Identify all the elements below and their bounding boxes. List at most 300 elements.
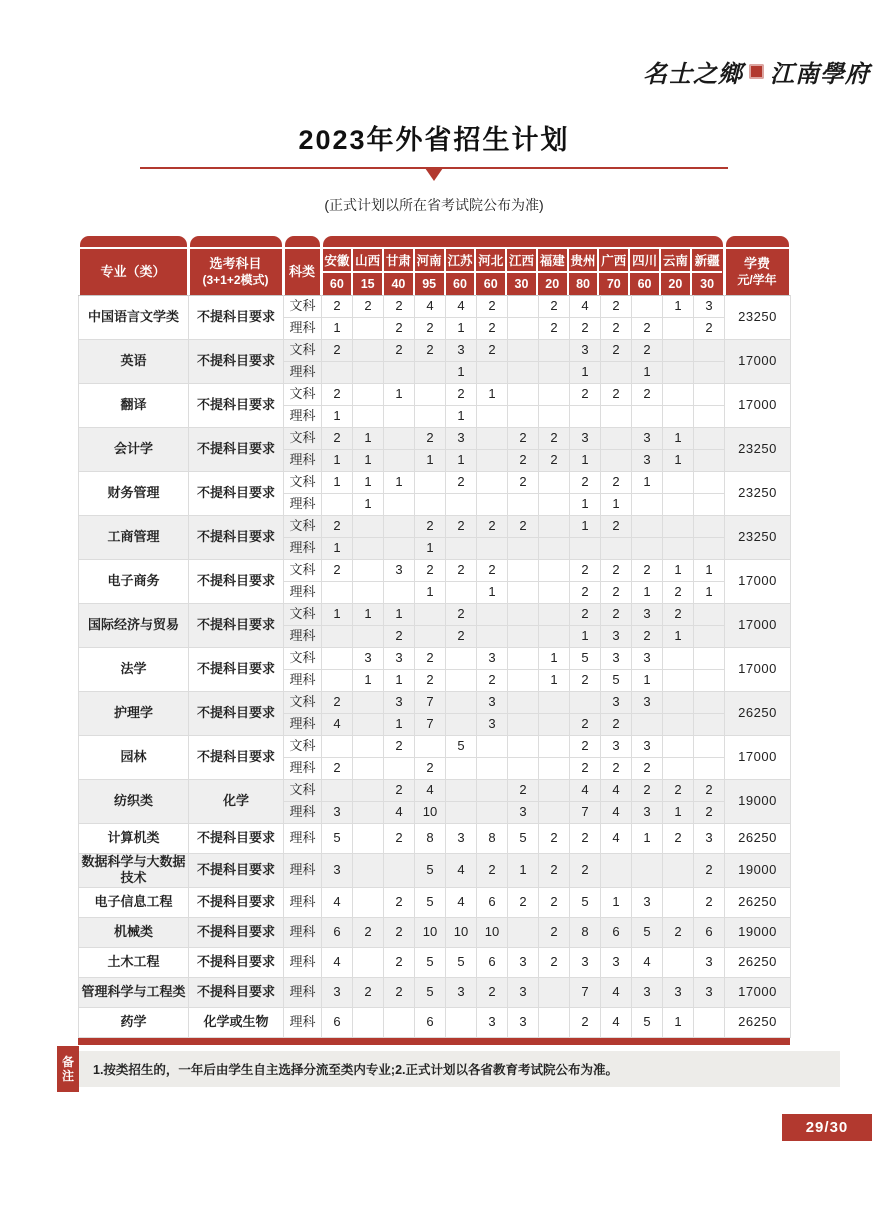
province-quota: 20 bbox=[668, 277, 683, 291]
value-cell: 5 bbox=[415, 854, 446, 888]
value-cell: 2 bbox=[694, 318, 725, 340]
value-cell bbox=[384, 428, 415, 450]
value-cell: 1 bbox=[446, 450, 477, 472]
subjects-cell: 不提科目要求 bbox=[189, 296, 284, 340]
value-cell: 3 bbox=[477, 1007, 508, 1037]
fee-cell: 17000 bbox=[725, 384, 791, 428]
table-row bbox=[79, 887, 791, 917]
category-cell: 文科 bbox=[284, 428, 322, 450]
value-cell: 3 bbox=[632, 977, 663, 1007]
fee-cell: 26250 bbox=[725, 824, 791, 854]
value-cell bbox=[353, 824, 384, 854]
value-cell: 2 bbox=[415, 318, 446, 340]
value-cell: 3 bbox=[322, 854, 353, 888]
value-cell bbox=[694, 538, 725, 560]
value-cell bbox=[663, 758, 694, 780]
subjects-cell: 化学 bbox=[189, 780, 284, 824]
value-cell: 4 bbox=[570, 296, 601, 318]
value-cell: 2 bbox=[384, 318, 415, 340]
value-cell bbox=[477, 538, 508, 560]
value-cell: 7 bbox=[415, 714, 446, 736]
value-cell bbox=[663, 384, 694, 406]
value-cell bbox=[384, 758, 415, 780]
value-cell bbox=[663, 692, 694, 714]
value-cell: 2 bbox=[446, 626, 477, 648]
value-cell: 2 bbox=[384, 296, 415, 318]
value-cell bbox=[353, 1007, 384, 1037]
fee-cell: 19000 bbox=[725, 917, 791, 947]
value-cell bbox=[601, 854, 632, 888]
value-cell: 6 bbox=[694, 917, 725, 947]
value-cell: 3 bbox=[353, 648, 384, 670]
value-cell bbox=[322, 626, 353, 648]
value-cell: 2 bbox=[570, 604, 601, 626]
table-row bbox=[79, 296, 791, 318]
value-cell: 1 bbox=[632, 670, 663, 692]
value-cell: 3 bbox=[601, 736, 632, 758]
value-cell: 1 bbox=[446, 318, 477, 340]
value-cell bbox=[570, 692, 601, 714]
value-cell: 1 bbox=[353, 428, 384, 450]
value-cell: 2 bbox=[539, 318, 570, 340]
value-cell: 10 bbox=[415, 802, 446, 824]
major-cell: 数据科学与大数据技术 bbox=[79, 854, 189, 888]
fee-cell: 17000 bbox=[725, 560, 791, 604]
value-cell: 2 bbox=[322, 428, 353, 450]
value-cell bbox=[508, 648, 539, 670]
subjects-cell: 不提科目要求 bbox=[189, 604, 284, 648]
value-cell bbox=[322, 648, 353, 670]
province-name: 福建 bbox=[538, 249, 567, 273]
value-cell: 5 bbox=[415, 947, 446, 977]
value-cell bbox=[353, 318, 384, 340]
header-province bbox=[384, 249, 415, 295]
value-cell: 10 bbox=[415, 917, 446, 947]
value-cell: 2 bbox=[570, 318, 601, 340]
value-cell bbox=[663, 494, 694, 516]
value-cell bbox=[384, 538, 415, 560]
value-cell bbox=[663, 340, 694, 362]
value-cell: 3 bbox=[632, 450, 663, 472]
value-cell: 2 bbox=[384, 736, 415, 758]
value-cell: 2 bbox=[570, 560, 601, 582]
table-row bbox=[79, 780, 791, 802]
value-cell bbox=[353, 714, 384, 736]
value-cell bbox=[663, 714, 694, 736]
value-cell: 3 bbox=[601, 947, 632, 977]
major-cell: 财务管理 bbox=[79, 472, 189, 516]
value-cell bbox=[694, 692, 725, 714]
value-cell bbox=[539, 384, 570, 406]
value-cell: 1 bbox=[632, 582, 663, 604]
value-cell: 2 bbox=[601, 384, 632, 406]
major-cell: 英语 bbox=[79, 340, 189, 384]
value-cell: 10 bbox=[477, 917, 508, 947]
value-cell: 2 bbox=[477, 296, 508, 318]
category-cell: 理科 bbox=[284, 947, 322, 977]
value-cell: 6 bbox=[322, 1007, 353, 1037]
value-cell: 1 bbox=[570, 626, 601, 648]
value-cell: 3 bbox=[508, 977, 539, 1007]
province-name: 广西 bbox=[599, 249, 628, 273]
header-province bbox=[692, 249, 723, 295]
value-cell: 2 bbox=[508, 887, 539, 917]
value-cell: 1 bbox=[353, 450, 384, 472]
value-cell: 5 bbox=[632, 1007, 663, 1037]
value-cell bbox=[415, 736, 446, 758]
value-cell bbox=[601, 428, 632, 450]
value-cell bbox=[694, 1007, 725, 1037]
table-row bbox=[79, 854, 791, 888]
value-cell: 2 bbox=[415, 428, 446, 450]
value-cell: 3 bbox=[508, 947, 539, 977]
value-cell bbox=[508, 340, 539, 362]
value-cell: 2 bbox=[663, 824, 694, 854]
value-cell: 2 bbox=[601, 296, 632, 318]
value-cell: 4 bbox=[601, 1007, 632, 1037]
remark-text: 1.按类招生的，一年后由学生自主选择分流至类内专业;2.正式计划以各省教育考试院公布为准。 bbox=[79, 1051, 840, 1087]
value-cell: 1 bbox=[663, 560, 694, 582]
value-cell bbox=[632, 296, 663, 318]
category-cell: 理科 bbox=[284, 318, 322, 340]
value-cell: 2 bbox=[508, 780, 539, 802]
value-cell bbox=[694, 472, 725, 494]
value-cell: 1 bbox=[322, 450, 353, 472]
value-cell: 3 bbox=[632, 692, 663, 714]
value-cell: 3 bbox=[632, 648, 663, 670]
logo-text-right: 江南學府 bbox=[770, 59, 870, 88]
province-quota: 60 bbox=[329, 277, 344, 291]
value-cell bbox=[353, 362, 384, 384]
value-cell bbox=[694, 428, 725, 450]
province-name: 江西 bbox=[507, 249, 536, 273]
value-cell: 2 bbox=[632, 340, 663, 362]
value-cell: 1 bbox=[322, 472, 353, 494]
value-cell: 2 bbox=[663, 582, 694, 604]
value-cell: 5 bbox=[415, 887, 446, 917]
value-cell: 2 bbox=[632, 318, 663, 340]
value-cell: 2 bbox=[632, 560, 663, 582]
value-cell: 2 bbox=[539, 450, 570, 472]
value-cell: 6 bbox=[477, 947, 508, 977]
value-cell bbox=[694, 450, 725, 472]
value-cell: 1 bbox=[384, 472, 415, 494]
value-cell: 2 bbox=[601, 472, 632, 494]
value-cell bbox=[384, 582, 415, 604]
value-cell bbox=[353, 626, 384, 648]
value-cell: 2 bbox=[601, 714, 632, 736]
value-cell bbox=[384, 1007, 415, 1037]
value-cell: 3 bbox=[446, 340, 477, 362]
fee-cell: 17000 bbox=[725, 736, 791, 780]
page-title: 2023年外省招生计划 bbox=[298, 125, 570, 155]
table-row bbox=[79, 604, 791, 626]
header-province bbox=[538, 249, 569, 295]
value-cell: 1 bbox=[384, 670, 415, 692]
value-cell: 3 bbox=[694, 977, 725, 1007]
value-cell bbox=[477, 626, 508, 648]
value-cell bbox=[539, 406, 570, 428]
subjects-cell: 不提科目要求 bbox=[189, 472, 284, 516]
value-cell: 2 bbox=[446, 516, 477, 538]
value-cell bbox=[632, 406, 663, 428]
fee-cell: 26250 bbox=[725, 692, 791, 736]
value-cell bbox=[694, 340, 725, 362]
value-cell bbox=[353, 780, 384, 802]
province-quota: 30 bbox=[700, 277, 715, 291]
value-cell: 2 bbox=[632, 758, 663, 780]
value-cell bbox=[508, 670, 539, 692]
value-cell bbox=[477, 604, 508, 626]
header-major: 专业（类） bbox=[80, 249, 187, 295]
value-cell: 8 bbox=[570, 917, 601, 947]
major-cell: 管理科学与工程类 bbox=[79, 977, 189, 1007]
fee-cell: 23250 bbox=[725, 428, 791, 472]
value-cell bbox=[415, 494, 446, 516]
header-province bbox=[569, 249, 600, 295]
value-cell: 4 bbox=[446, 887, 477, 917]
province-quota: 60 bbox=[483, 277, 498, 291]
value-cell bbox=[694, 670, 725, 692]
value-cell: 6 bbox=[322, 917, 353, 947]
value-cell bbox=[570, 538, 601, 560]
value-cell bbox=[322, 362, 353, 384]
value-cell: 2 bbox=[477, 560, 508, 582]
major-cell: 护理学 bbox=[79, 692, 189, 736]
subjects-cell: 不提科目要求 bbox=[189, 977, 284, 1007]
value-cell: 4 bbox=[446, 296, 477, 318]
value-cell bbox=[663, 538, 694, 560]
value-cell: 2 bbox=[539, 947, 570, 977]
category-cell: 理科 bbox=[284, 758, 322, 780]
value-cell bbox=[601, 450, 632, 472]
category-cell: 理科 bbox=[284, 977, 322, 1007]
value-cell: 5 bbox=[446, 947, 477, 977]
plan-table-body bbox=[79, 296, 791, 1038]
value-cell bbox=[663, 854, 694, 888]
value-cell bbox=[446, 758, 477, 780]
value-cell bbox=[446, 648, 477, 670]
major-cell: 国际经济与贸易 bbox=[79, 604, 189, 648]
header-cap-fee bbox=[726, 236, 789, 247]
value-cell bbox=[539, 780, 570, 802]
value-cell bbox=[384, 362, 415, 384]
plan-table bbox=[78, 295, 791, 1038]
category-cell: 理科 bbox=[284, 582, 322, 604]
logo-text-left: 名士之鄉 bbox=[643, 59, 743, 88]
fee-cell: 23250 bbox=[725, 296, 791, 340]
category-cell: 文科 bbox=[284, 384, 322, 406]
value-cell: 3 bbox=[570, 947, 601, 977]
value-cell: 1 bbox=[415, 450, 446, 472]
subjects-cell: 不提科目要求 bbox=[189, 428, 284, 472]
value-cell: 2 bbox=[694, 854, 725, 888]
value-cell bbox=[601, 406, 632, 428]
header-province bbox=[476, 249, 507, 295]
province-name: 新疆 bbox=[692, 249, 723, 273]
subjects-cell: 不提科目要求 bbox=[189, 384, 284, 428]
value-cell bbox=[694, 758, 725, 780]
value-cell: 1 bbox=[663, 296, 694, 318]
value-cell bbox=[353, 582, 384, 604]
fee-cell: 19000 bbox=[725, 854, 791, 888]
value-cell bbox=[477, 494, 508, 516]
subjects-cell: 不提科目要求 bbox=[189, 947, 284, 977]
value-cell bbox=[508, 692, 539, 714]
value-cell: 3 bbox=[570, 340, 601, 362]
value-cell: 2 bbox=[570, 736, 601, 758]
value-cell: 6 bbox=[477, 887, 508, 917]
value-cell bbox=[508, 604, 539, 626]
category-cell: 理科 bbox=[284, 406, 322, 428]
value-cell: 4 bbox=[601, 780, 632, 802]
value-cell bbox=[663, 736, 694, 758]
major-cell: 计算机类 bbox=[79, 824, 189, 854]
value-cell: 2 bbox=[477, 318, 508, 340]
value-cell: 1 bbox=[632, 362, 663, 384]
value-cell: 2 bbox=[601, 560, 632, 582]
value-cell bbox=[694, 384, 725, 406]
value-cell bbox=[539, 582, 570, 604]
subjects-cell: 不提科目要求 bbox=[189, 648, 284, 692]
value-cell bbox=[446, 670, 477, 692]
category-cell: 理科 bbox=[284, 824, 322, 854]
major-cell: 机械类 bbox=[79, 917, 189, 947]
major-cell: 电子商务 bbox=[79, 560, 189, 604]
value-cell: 2 bbox=[415, 670, 446, 692]
category-cell: 理科 bbox=[284, 802, 322, 824]
value-cell: 1 bbox=[384, 714, 415, 736]
value-cell bbox=[632, 714, 663, 736]
value-cell: 2 bbox=[384, 780, 415, 802]
value-cell: 2 bbox=[570, 758, 601, 780]
value-cell bbox=[415, 362, 446, 384]
table-row bbox=[79, 340, 791, 362]
category-cell: 理科 bbox=[284, 450, 322, 472]
fee-cell: 17000 bbox=[725, 340, 791, 384]
header-provinces bbox=[323, 249, 723, 295]
table-header bbox=[78, 236, 790, 295]
value-cell: 3 bbox=[570, 428, 601, 450]
province-name: 云南 bbox=[661, 249, 690, 273]
value-cell: 4 bbox=[322, 887, 353, 917]
remark-label: 备注 bbox=[57, 1046, 79, 1092]
province-name: 甘肃 bbox=[384, 249, 413, 273]
value-cell: 4 bbox=[570, 780, 601, 802]
value-cell bbox=[663, 362, 694, 384]
major-cell: 翻译 bbox=[79, 384, 189, 428]
value-cell bbox=[353, 340, 384, 362]
value-cell bbox=[477, 780, 508, 802]
value-cell bbox=[539, 604, 570, 626]
province-name: 贵州 bbox=[569, 249, 598, 273]
value-cell: 2 bbox=[601, 318, 632, 340]
province-quota: 60 bbox=[453, 277, 467, 291]
category-cell: 理科 bbox=[284, 670, 322, 692]
value-cell bbox=[570, 406, 601, 428]
major-cell: 药学 bbox=[79, 1007, 189, 1037]
value-cell bbox=[539, 516, 570, 538]
value-cell: 2 bbox=[632, 780, 663, 802]
major-cell: 法学 bbox=[79, 648, 189, 692]
value-cell bbox=[477, 450, 508, 472]
value-cell: 2 bbox=[601, 340, 632, 362]
value-cell: 3 bbox=[632, 802, 663, 824]
value-cell bbox=[508, 626, 539, 648]
table-row bbox=[79, 917, 791, 947]
value-cell: 2 bbox=[570, 714, 601, 736]
value-cell bbox=[663, 887, 694, 917]
header-cap-major bbox=[80, 236, 187, 247]
value-cell: 1 bbox=[663, 626, 694, 648]
value-cell: 2 bbox=[508, 428, 539, 450]
value-cell bbox=[663, 318, 694, 340]
category-cell: 文科 bbox=[284, 516, 322, 538]
province-quota: 30 bbox=[514, 277, 529, 291]
value-cell: 2 bbox=[632, 384, 663, 406]
value-cell: 1 bbox=[694, 560, 725, 582]
value-cell bbox=[446, 714, 477, 736]
value-cell: 3 bbox=[694, 296, 725, 318]
value-cell bbox=[353, 560, 384, 582]
value-cell bbox=[353, 887, 384, 917]
value-cell: 2 bbox=[508, 450, 539, 472]
value-cell bbox=[477, 758, 508, 780]
value-cell: 2 bbox=[384, 977, 415, 1007]
category-cell: 文科 bbox=[284, 472, 322, 494]
value-cell: 3 bbox=[322, 802, 353, 824]
value-cell: 3 bbox=[446, 977, 477, 1007]
subjects-cell: 不提科目要求 bbox=[189, 340, 284, 384]
value-cell: 3 bbox=[694, 824, 725, 854]
value-cell: 1 bbox=[570, 450, 601, 472]
category-cell: 文科 bbox=[284, 604, 322, 626]
value-cell bbox=[539, 802, 570, 824]
value-cell: 1 bbox=[632, 824, 663, 854]
major-cell: 园林 bbox=[79, 736, 189, 780]
value-cell: 1 bbox=[570, 494, 601, 516]
value-cell: 5 bbox=[570, 887, 601, 917]
value-cell: 1 bbox=[446, 406, 477, 428]
value-cell: 2 bbox=[663, 917, 694, 947]
major-cell: 中国语言文学类 bbox=[79, 296, 189, 340]
page-number-badge: 29/30 bbox=[782, 1114, 872, 1141]
value-cell: 1 bbox=[353, 472, 384, 494]
fee-cell: 23250 bbox=[725, 516, 791, 560]
header-cap-subjects bbox=[190, 236, 282, 247]
major-cell: 工商管理 bbox=[79, 516, 189, 560]
value-cell bbox=[694, 626, 725, 648]
value-cell: 5 bbox=[322, 824, 353, 854]
value-cell: 3 bbox=[508, 802, 539, 824]
value-cell bbox=[508, 494, 539, 516]
table-row bbox=[79, 428, 791, 450]
subjects-cell: 不提科目要求 bbox=[189, 917, 284, 947]
fee-cell: 26250 bbox=[725, 887, 791, 917]
value-cell bbox=[446, 692, 477, 714]
value-cell: 2 bbox=[663, 780, 694, 802]
header-province bbox=[630, 249, 661, 295]
value-cell bbox=[322, 780, 353, 802]
major-cell: 纺织类 bbox=[79, 780, 189, 824]
category-cell: 文科 bbox=[284, 780, 322, 802]
value-cell: 4 bbox=[384, 802, 415, 824]
value-cell: 3 bbox=[601, 626, 632, 648]
value-cell: 1 bbox=[353, 670, 384, 692]
value-cell bbox=[694, 362, 725, 384]
value-cell bbox=[384, 450, 415, 472]
value-cell bbox=[539, 714, 570, 736]
